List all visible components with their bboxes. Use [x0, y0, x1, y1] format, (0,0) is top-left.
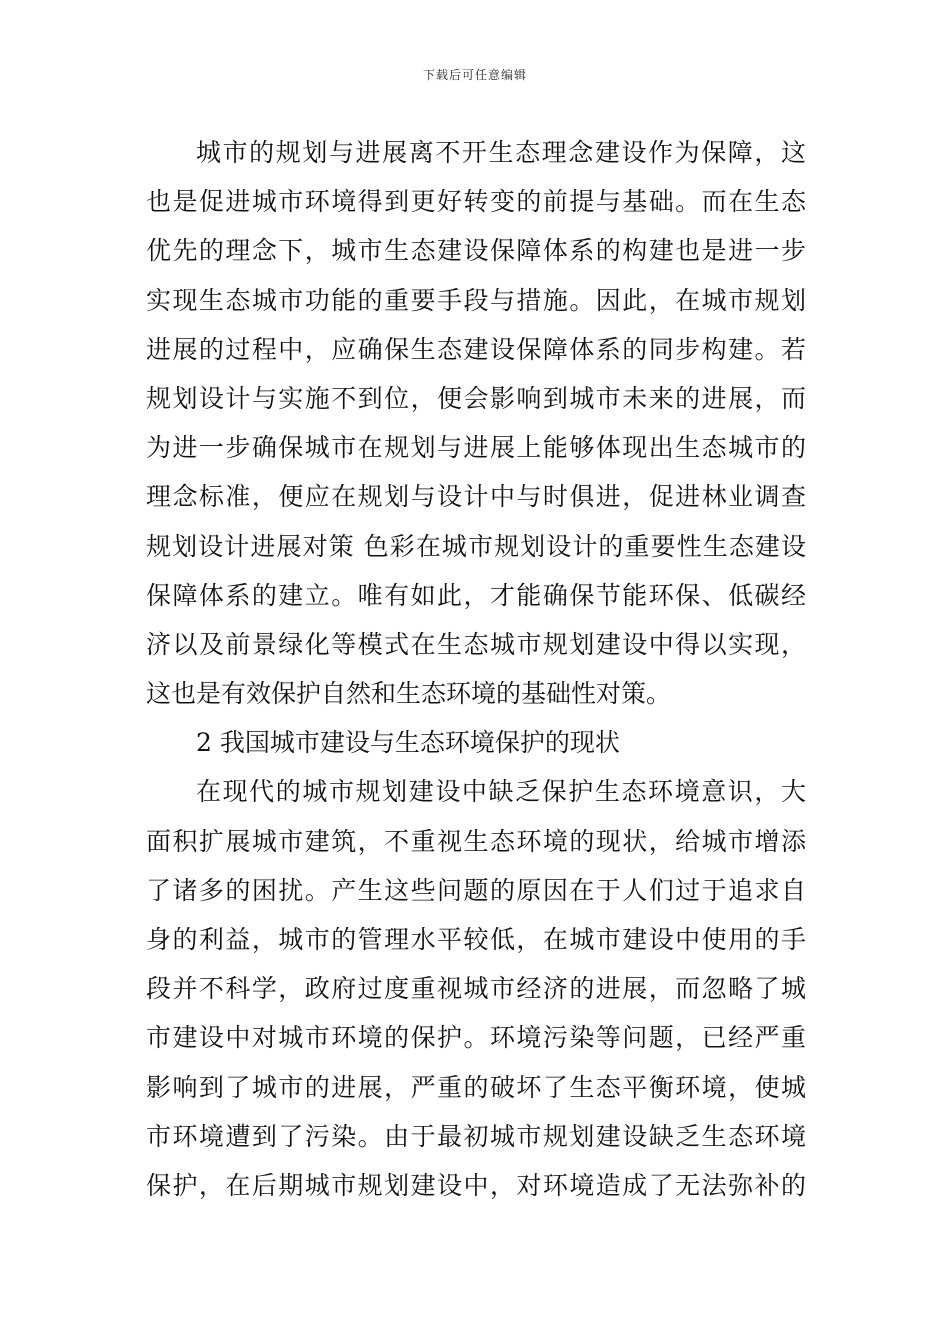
paragraph-line: 济以及前景绿化等模式在生态城市规划建设中得以实现， [146, 629, 806, 659]
header-note: 下载后可任意编辑 [422, 68, 527, 82]
paragraph-line: 了诸多的困扰。产生这些问题的原因在于人们过于追求自 [146, 875, 806, 905]
paragraph-line: 规划设计进展对策 色彩在城市规划设计的重要性生态建设 [146, 531, 806, 561]
paragraph-line: 市建设中对城市环境的保护。环境污染等问题，已经严重 [146, 1023, 806, 1053]
paragraph-line: 实现生态城市功能的重要手段与措施。因此，在城市规划 [146, 285, 806, 315]
paragraph-line: 优先的理念下，城市生态建设保障体系的构建也是进一步 [146, 236, 806, 266]
paragraph-line: 段并不科学，政府过度重视城市经济的进展，而忽略了城 [146, 974, 806, 1004]
paragraph-line: 理念标准，便应在规划与设计中与时俱进，促进林业调查 [146, 482, 806, 512]
paragraph-line: 保障体系的建立。唯有如此，才能确保节能环保、低碳经 [146, 580, 806, 610]
paragraph-line: 面积扩展城市建筑，不重视生态环境的现状，给城市增添 [146, 826, 806, 856]
paragraph-line: 身的利益，城市的管理水平较低，在城市建设中使用的手 [146, 925, 806, 954]
paragraph-line: 也是促进城市环境得到更好转变的前提与基础。而在生态 [146, 187, 806, 217]
section-heading: 2 我国城市建设与生态环境保护的现状 [196, 728, 620, 758]
paragraph-line: 这也是有效保护自然和生态环境的基础性对策。 [146, 679, 672, 709]
paragraph-line: 规划设计与实施不到位，便会影响到城市未来的进展，而 [146, 383, 806, 413]
paragraph-line: 在现代的城市规划建设中缺乏保护生态环境意识，大 [196, 777, 806, 807]
paragraph-line: 进展的过程中，应确保生态建设保障体系的同步构建。若 [146, 334, 806, 364]
paragraph-line: 影响到了城市的进展，严重的破坏了生态平衡环境，使城 [146, 1072, 806, 1102]
paragraph-line: 保护，在后期城市规划建设中，对环境造成了无法弥补的 [146, 1170, 806, 1200]
paragraph-line: 城市的规划与进展离不开生态理念建设作为保障，这 [196, 138, 806, 167]
body-text [146, 128, 806, 1210]
paragraph-line: 市环境遭到了污染。由于最初城市规划建设缺乏生态环境 [146, 1121, 806, 1151]
paragraph-line: 为进一步确保城市在规划与进展上能够体现出生态城市的 [146, 433, 806, 463]
